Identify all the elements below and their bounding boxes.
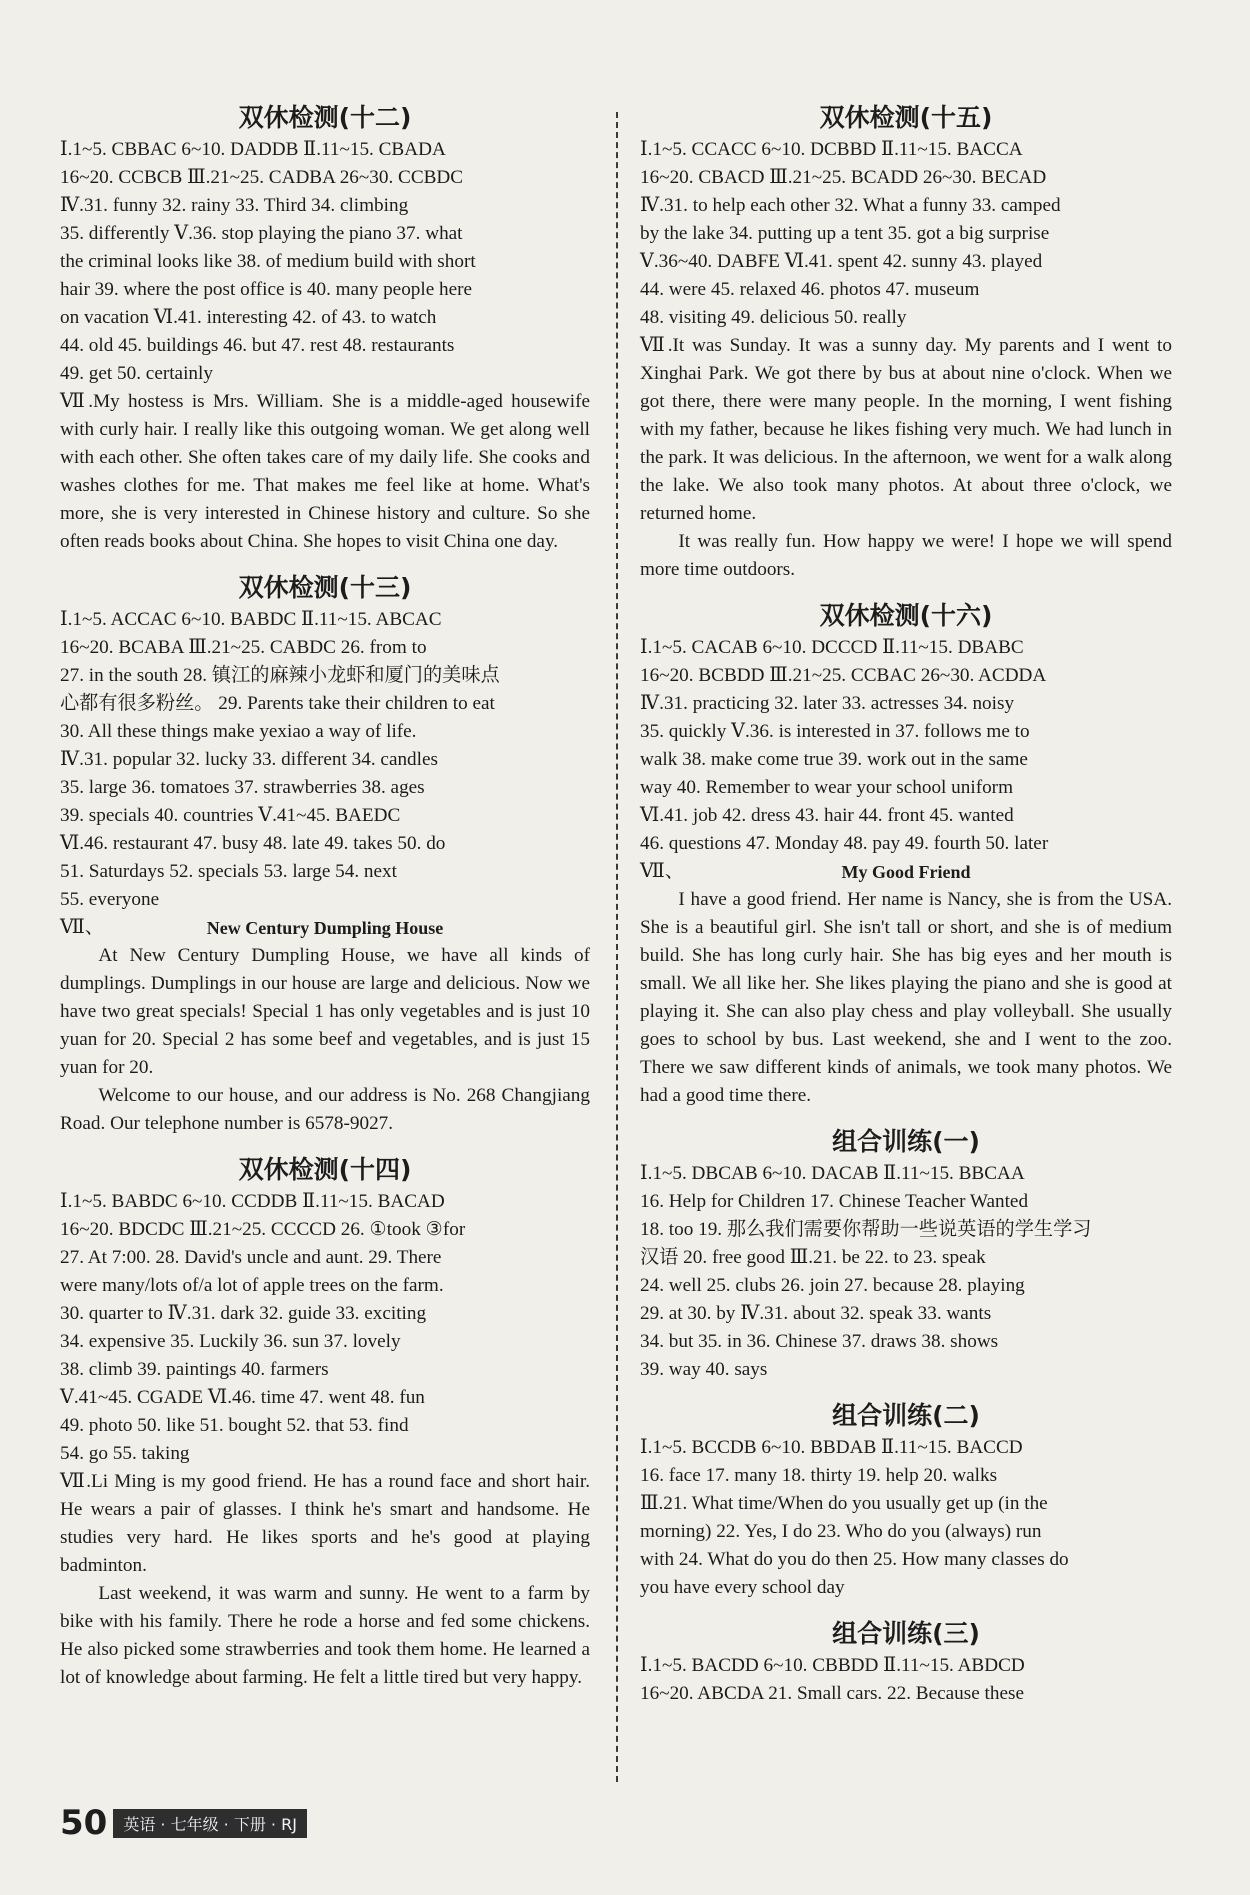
- essay-paragraph: Ⅶ.It was Sunday. It was a sunny day. My parents and I went to Xinghai Park. We got there by bus at about nine o'clock. When we got there, there were many people. In the morning, I went fishing with my father, because he likes fishing very much. We had lunch in the park. It was delicious. In the afternoon, we went for a walk along the lake. We also took many photos. At about three o'clock, we returned home.: [640, 335, 1172, 524]
- essay-paragraph: Ⅶ.My hostess is Mrs. William. She is a middle-aged housewife with curly hair. I really like this outgoing woman. We get along well with each other. She often takes care of my daily life. She cooks and washes clothes for me. That makes me feel like at home. What's more, she is very interested in Chinese history and culture. So she often reads books about China. She hopes to visit China one day.: [60, 391, 590, 552]
- answer-line: Ⅲ.21. What time/When do you usually get up (in the: [640, 1493, 1048, 1514]
- answer-line: Ⅳ.31. to help each other 32. What a funny 33. camped: [640, 195, 1061, 216]
- essay-paragraph: I have a good friend. Her name is Nancy, she is from the USA. She is a beautiful girl. She isn't tall or short, and she is of medium build. She has long curly hair. She has big eyes and her mouth is small. We all like her. She likes playing the piano and she is good at playing it. She can also play chess and play volleyball. She usually goes to school by bus. Last weekend, she and I went to the zoo. There we saw different kinds of animals, we took many photos. We had a good time there.: [640, 889, 1172, 1106]
- answer-line: Ⅰ.1~5. BCCDB 6~10. BBDAB Ⅱ.11~15. BACCD: [640, 1437, 1023, 1458]
- answer-line: way 40. Remember to wear your school uniform: [640, 777, 1013, 798]
- combo-2-answers: [640, 1434, 1172, 1602]
- answer-line: 46. questions 47. Monday 48. pay 49. fourth 50. later: [640, 833, 1049, 854]
- answer-line: 汉语 20. free good Ⅲ.21. be 22. to 23. speak: [640, 1247, 986, 1268]
- answer-line: 49. get 50. certainly: [60, 363, 213, 384]
- answer-line: 35. large 36. tomatoes 37. strawberries 38. ages: [60, 777, 425, 798]
- combo-3-answers: [640, 1652, 1172, 1708]
- answer-line: Ⅵ.46. restaurant 47. busy 48. late 49. takes 50. do: [60, 833, 446, 854]
- answer-line: 16~20. BCABA Ⅲ.21~25. CABDC 26. from to: [60, 637, 427, 658]
- combo-1-answers: [640, 1160, 1172, 1384]
- answer-line: 16~20. ABCDA 21. Small cars. 22. Because these: [640, 1683, 1024, 1704]
- answer-line: 54. go 55. taking: [60, 1443, 190, 1464]
- page-number: 50: [60, 1803, 108, 1843]
- answer-line: 24. well 25. clubs 26. join 27. because 28. playing: [640, 1275, 1025, 1296]
- section-title-13: 双休检测(十三): [238, 573, 412, 602]
- answer-line: 35. quickly Ⅴ.36. is interested in 37. follows me to: [640, 721, 1030, 742]
- essay-label: Ⅶ、: [60, 917, 104, 938]
- essay-title: My Good Friend: [841, 862, 971, 882]
- answer-line: 16~20. BDCDC Ⅲ.21~25. CCCCD 26. ①took ③for: [60, 1219, 466, 1240]
- essay-paragraph: It was really fun. How happy we were! I hope we will spend more time outdoors.: [640, 531, 1172, 580]
- answer-line: were many/lots of/a lot of apple trees on the farm.: [60, 1275, 444, 1296]
- essay-paragraph: At New Century Dumpling House, we have all kinds of dumplings. Dumplings in our house are large and delicious. Now we have two great specials! Special 1 has only vegetables and is just 10 yuan for 20. Special 2 has some beef and vegetables, and is just 15 yuan for 20.: [60, 945, 590, 1078]
- answer-line: 39. way 40. says: [640, 1359, 768, 1380]
- section-title-14: 双休检测(十四): [238, 1155, 412, 1184]
- answer-line: 16~20. BCBDD Ⅲ.21~25. CCBAC 26~30. ACDDA: [640, 665, 1047, 686]
- answer-line: 16~20. CBACD Ⅲ.21~25. BCADD 26~30. BECAD: [640, 167, 1047, 188]
- essay-paragraph: Ⅶ.Li Ming is my good friend. He has a round face and short hair. He wears a pair of glasses. I think he's smart and handsome. He studies very hard. He likes sports and he's good at playing badminton.: [60, 1471, 590, 1576]
- left-column: [60, 100, 590, 1692]
- answer-line: 27. in the south 28. 镇江的麻辣小龙虾和厦门的美味点: [60, 665, 500, 686]
- answer-line: 30. All these things make yexiao a way of life.: [60, 721, 417, 742]
- answer-line: Ⅴ.41~45. CGADE Ⅵ.46. time 47. went 48. fun: [60, 1387, 425, 1408]
- answer-line: you have every school day: [640, 1577, 845, 1598]
- section-title-12: 双休检测(十二): [238, 103, 412, 132]
- section-title-combo-3: 组合训练(三): [832, 1619, 980, 1648]
- section-13-answers: [60, 606, 590, 914]
- essay-heading-row: [60, 914, 590, 942]
- answer-line: by the lake 34. putting up a tent 35. got a big surprise: [640, 223, 1050, 244]
- answer-line: 35. differently Ⅴ.36. stop playing the piano 37. what: [60, 223, 463, 244]
- answer-line: 38. climb 39. paintings 40. farmers: [60, 1359, 329, 1380]
- answer-line: hair 39. where the post office is 40. many people here: [60, 279, 473, 300]
- answer-line: 55. everyone: [60, 889, 160, 910]
- section-12-answers: [60, 136, 590, 388]
- essay-label: Ⅶ、: [640, 861, 684, 882]
- essay-title: New Century Dumpling House: [206, 918, 444, 938]
- answer-line: 48. visiting 49. delicious 50. really: [640, 307, 907, 328]
- answer-line: Ⅳ.31. practicing 32. later 33. actresses 34. noisy: [640, 693, 1015, 714]
- section-title-16: 双休检测(十六): [819, 601, 993, 630]
- answer-line: 44. were 45. relaxed 46. photos 47. museum: [640, 279, 980, 300]
- answer-line: Ⅰ.1~5. BABDC 6~10. CCDDB Ⅱ.11~15. BACAD: [60, 1191, 445, 1212]
- answer-line: morning) 22. Yes, I do 23. Who do you (always) run: [640, 1521, 1042, 1542]
- answer-line: 16. Help for Children 17. Chinese Teacher Wanted: [640, 1191, 1029, 1212]
- section-15-answers: [640, 136, 1172, 332]
- answer-line: Ⅵ.41. job 42. dress 43. hair 44. front 45. wanted: [640, 805, 1014, 826]
- answer-line: Ⅰ.1~5. CCACC 6~10. DCBBD Ⅱ.11~15. BACCA: [640, 139, 1023, 160]
- answer-line: 44. old 45. buildings 46. but 47. rest 48. restaurants: [60, 335, 455, 356]
- answer-line: Ⅰ.1~5. ACCAC 6~10. BABDC Ⅱ.11~15. ABCAC: [60, 609, 442, 630]
- answer-line: 51. Saturdays 52. specials 53. large 54. next: [60, 861, 397, 882]
- column-divider: [616, 112, 618, 1782]
- answer-line: Ⅳ.31. funny 32. rainy 33. Third 34. climbing: [60, 195, 409, 216]
- essay-paragraph: Last weekend, it was warm and sunny. He went to a farm by bike with his family. There he rode a horse and fed some chickens. He also picked some strawberries and took them home. He learned a lot of knowledge about farming. He felt a little tired but very happy.: [60, 1583, 590, 1688]
- answer-line: the criminal looks like 38. of medium build with short: [60, 251, 476, 272]
- answer-line: with 24. What do you do then 25. How many classes do: [640, 1549, 1069, 1570]
- answer-line: Ⅴ.36~40. DABFE Ⅵ.41. spent 42. sunny 43. played: [640, 251, 1043, 272]
- answer-line: 49. photo 50. like 51. bought 52. that 53. find: [60, 1415, 409, 1436]
- answer-line: 心都有很多粉丝。 29. Parents take their children to eat: [60, 693, 495, 714]
- answer-line: 34. expensive 35. Luckily 36. sun 37. lovely: [60, 1331, 401, 1352]
- section-title-combo-2: 组合训练(二): [832, 1401, 980, 1430]
- answer-line: on vacation Ⅵ.41. interesting 42. of 43. to watch: [60, 307, 437, 328]
- essay-paragraph: Welcome to our house, and our address is No. 268 Changjiang Road. Our telephone number is 6578-9027.: [60, 1085, 590, 1134]
- answer-line: Ⅰ.1~5. DBCAB 6~10. DACAB Ⅱ.11~15. BBCAA: [640, 1163, 1025, 1184]
- answer-line: 30. quarter to Ⅳ.31. dark 32. guide 33. exciting: [60, 1303, 427, 1324]
- section-14-answers: [60, 1188, 590, 1468]
- answer-line: 16~20. CCBCB Ⅲ.21~25. CADBA 26~30. CCBDC: [60, 167, 464, 188]
- section-16-answers: [640, 634, 1172, 858]
- answer-line: walk 38. make come true 39. work out in the same: [640, 749, 1028, 770]
- answer-line: 34. but 35. in 36. Chinese 37. draws 38. shows: [640, 1331, 999, 1352]
- answer-line: 27. At 7:00. 28. David's uncle and aunt. 29. There: [60, 1247, 442, 1268]
- page-footer: [60, 1803, 307, 1843]
- right-column: [640, 100, 1172, 1708]
- answer-line: Ⅰ.1~5. BACDD 6~10. CBBDD Ⅱ.11~15. ABDCD: [640, 1655, 1025, 1676]
- answer-line: 18. too 19. 那么我们需要你帮助一些说英语的学生学习: [640, 1219, 1092, 1240]
- answer-line: Ⅰ.1~5. CBBAC 6~10. DADDB Ⅱ.11~15. CBADA: [60, 139, 446, 160]
- answer-line: 29. at 30. by Ⅳ.31. about 32. speak 33. wants: [640, 1303, 992, 1324]
- answer-line: 16. face 17. many 18. thirty 19. help 20. walks: [640, 1465, 998, 1486]
- answer-line: Ⅳ.31. popular 32. lucky 33. different 34. candles: [60, 749, 438, 770]
- section-title-15: 双休检测(十五): [819, 103, 993, 132]
- essay-heading-row: [640, 858, 1172, 886]
- book-label: 英语 · 七年级 · 下册 · RJ: [113, 1809, 307, 1838]
- section-title-combo-1: 组合训练(一): [832, 1127, 980, 1156]
- answer-line: 39. specials 40. countries Ⅴ.41~45. BAEDC: [60, 805, 401, 826]
- answer-line: Ⅰ.1~5. CACAB 6~10. DCCCD Ⅱ.11~15. DBABC: [640, 637, 1024, 658]
